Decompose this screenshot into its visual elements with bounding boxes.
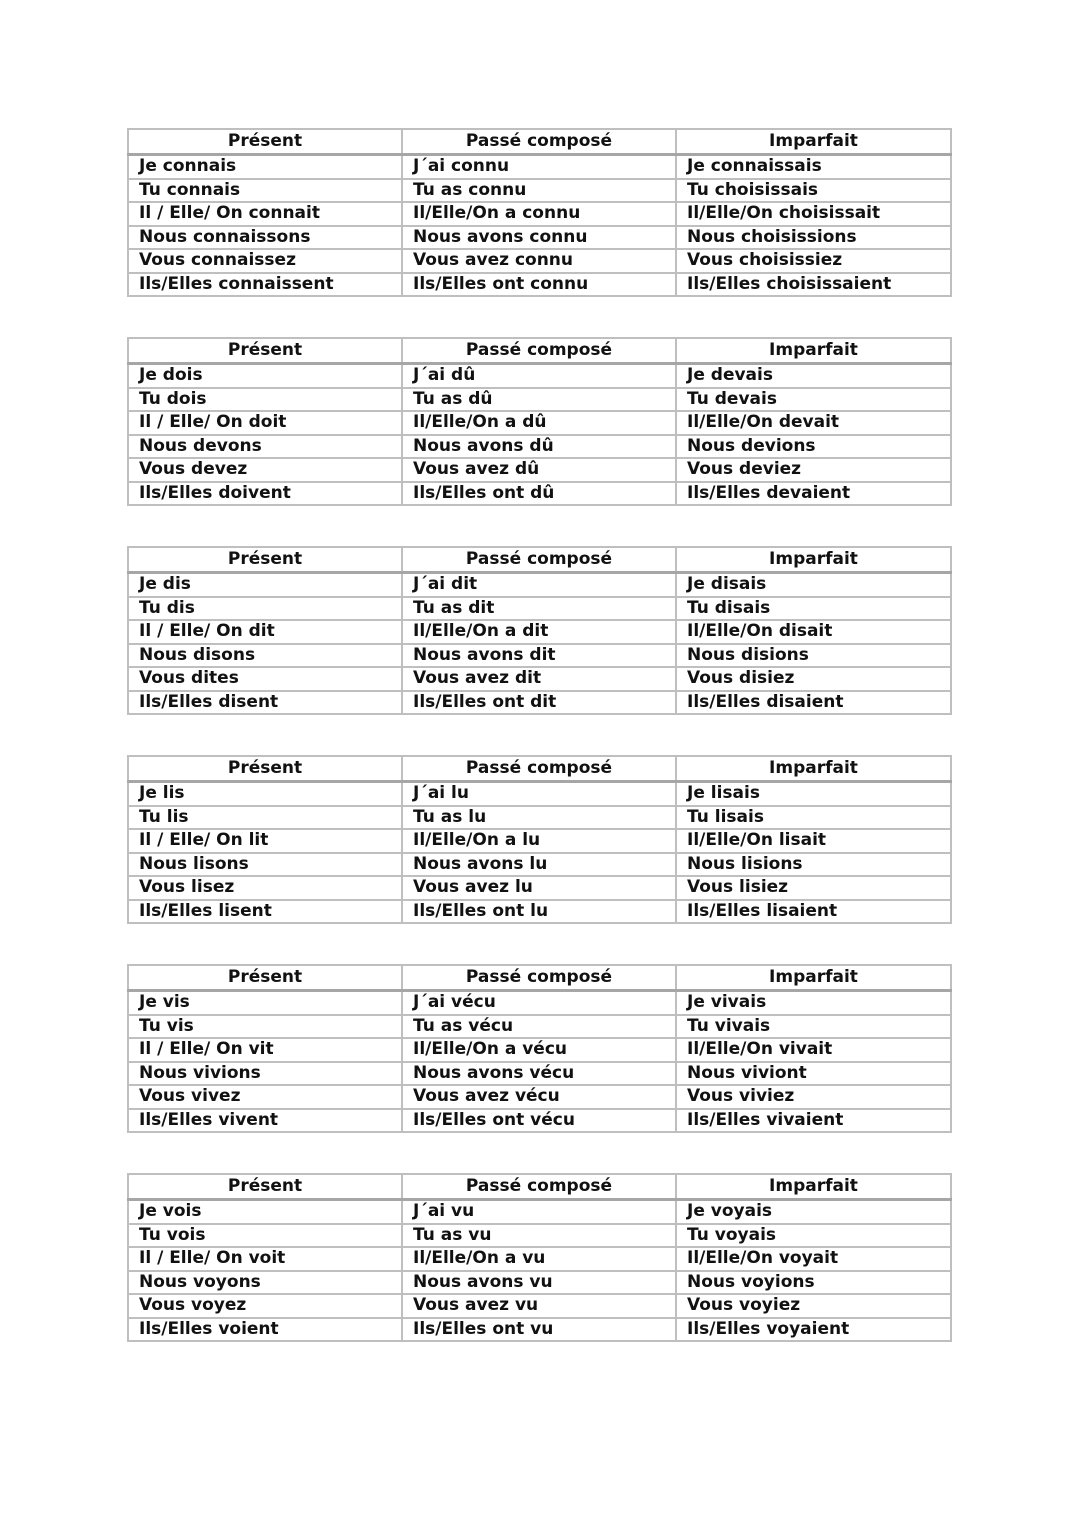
header-imparfait: Imparfait [676, 756, 951, 782]
cell-imparfait: Tu devais [676, 388, 951, 412]
table-row [128, 782, 951, 806]
cell-present: Vous connaissez [128, 249, 402, 273]
cell-present: Nous voyons [128, 1271, 402, 1295]
cell-present: Tu vis [128, 1015, 402, 1039]
table-row [128, 411, 951, 435]
cell-present: Nous devons [128, 435, 402, 459]
table-row [128, 364, 951, 388]
cell-imparfait: Ils/Elles disaient [676, 691, 951, 715]
cell-imparfait: Je disais [676, 573, 951, 597]
conjugation-table [127, 964, 952, 1133]
table-row [128, 1224, 951, 1248]
cell-imparfait: Il/Elle/On devait [676, 411, 951, 435]
table-row [128, 620, 951, 644]
cell-passe-compose: J´ai connu [402, 155, 676, 179]
table-row [128, 991, 951, 1015]
table-row [128, 1271, 951, 1295]
cell-passe-compose: J´ai vu [402, 1200, 676, 1224]
cell-passe-compose: J´ai dû [402, 364, 676, 388]
cell-present: Vous vivez [128, 1085, 402, 1109]
cell-passe-compose: J´ai vécu [402, 991, 676, 1015]
cell-passe-compose: Nous avons vécu [402, 1062, 676, 1086]
cell-passe-compose: Il/Elle/On a dit [402, 620, 676, 644]
cell-present: Vous voyez [128, 1294, 402, 1318]
cell-present: Je lis [128, 782, 402, 806]
table-row [128, 273, 951, 297]
cell-imparfait: Nous viviont [676, 1062, 951, 1086]
cell-imparfait: Je vivais [676, 991, 951, 1015]
header-imparfait: Imparfait [676, 965, 951, 991]
cell-imparfait: Nous choisissions [676, 226, 951, 250]
cell-passe-compose: Il/Elle/On a dû [402, 411, 676, 435]
cell-imparfait: Vous viviez [676, 1085, 951, 1109]
cell-passe-compose: Tu as dit [402, 597, 676, 621]
cell-imparfait: Je voyais [676, 1200, 951, 1224]
header-present: Présent [128, 756, 402, 782]
cell-imparfait: Vous disiez [676, 667, 951, 691]
header-imparfait: Imparfait [676, 547, 951, 573]
cell-present: Ils/Elles doivent [128, 482, 402, 506]
table-row [128, 597, 951, 621]
header-present: Présent [128, 965, 402, 991]
cell-imparfait: Nous devions [676, 435, 951, 459]
cell-present: Il / Elle/ On connait [128, 202, 402, 226]
cell-present: Nous connaissons [128, 226, 402, 250]
cell-present: Je dois [128, 364, 402, 388]
cell-passe-compose: Nous avons dû [402, 435, 676, 459]
cell-imparfait: Tu choisissais [676, 179, 951, 203]
cell-imparfait: Il/Elle/On choisissait [676, 202, 951, 226]
cell-passe-compose: Vous avez vécu [402, 1085, 676, 1109]
cell-imparfait: Ils/Elles lisaient [676, 900, 951, 924]
cell-imparfait: Ils/Elles vivaient [676, 1109, 951, 1133]
cell-imparfait: Nous disions [676, 644, 951, 668]
header-passe-compose: Passé composé [402, 756, 676, 782]
header-present: Présent [128, 129, 402, 155]
table-row [128, 1318, 951, 1342]
table-row [128, 876, 951, 900]
cell-passe-compose: Nous avons vu [402, 1271, 676, 1295]
cell-passe-compose: Vous avez dit [402, 667, 676, 691]
cell-present: Tu dois [128, 388, 402, 412]
cell-passe-compose: Tu as connu [402, 179, 676, 203]
table-row [128, 853, 951, 877]
cell-imparfait: Je lisais [676, 782, 951, 806]
cell-present: Ils/Elles vivent [128, 1109, 402, 1133]
cell-imparfait: Nous voyions [676, 1271, 951, 1295]
cell-present: Ils/Elles connaissent [128, 273, 402, 297]
table-row [128, 644, 951, 668]
cell-imparfait: Tu disais [676, 597, 951, 621]
table-row [128, 667, 951, 691]
table-row [128, 1109, 951, 1133]
cell-present: Ils/Elles lisent [128, 900, 402, 924]
header-imparfait: Imparfait [676, 129, 951, 155]
table-row [128, 202, 951, 226]
table-row [128, 829, 951, 853]
cell-passe-compose: Il/Elle/On a vécu [402, 1038, 676, 1062]
header-passe-compose: Passé composé [402, 338, 676, 364]
table-row [128, 458, 951, 482]
conjugation-table [127, 128, 952, 297]
header-passe-compose: Passé composé [402, 1174, 676, 1200]
cell-passe-compose: Ils/Elles ont connu [402, 273, 676, 297]
cell-present: Tu lis [128, 806, 402, 830]
table-header-row [128, 965, 951, 991]
header-imparfait: Imparfait [676, 338, 951, 364]
cell-passe-compose: Il/Elle/On a connu [402, 202, 676, 226]
cell-passe-compose: Nous avons connu [402, 226, 676, 250]
cell-passe-compose: Nous avons lu [402, 853, 676, 877]
conjugation-table [127, 1173, 952, 1342]
table-row [128, 573, 951, 597]
cell-present: Tu connais [128, 179, 402, 203]
cell-present: Je connais [128, 155, 402, 179]
table-row [128, 482, 951, 506]
cell-present: Je vis [128, 991, 402, 1015]
cell-imparfait: Nous lisions [676, 853, 951, 877]
table-header-row [128, 338, 951, 364]
cell-present: Je vois [128, 1200, 402, 1224]
cell-passe-compose: Ils/Elles ont dû [402, 482, 676, 506]
table-header-row [128, 129, 951, 155]
cell-imparfait: Vous choisissiez [676, 249, 951, 273]
header-passe-compose: Passé composé [402, 965, 676, 991]
table-row [128, 249, 951, 273]
cell-imparfait: Je connaissais [676, 155, 951, 179]
cell-present: Tu dis [128, 597, 402, 621]
cell-passe-compose: Tu as vécu [402, 1015, 676, 1039]
cell-passe-compose: Vous avez lu [402, 876, 676, 900]
cell-passe-compose: Il/Elle/On a lu [402, 829, 676, 853]
cell-present: Vous dites [128, 667, 402, 691]
conjugation-table [127, 755, 952, 924]
cell-present: Il / Elle/ On lit [128, 829, 402, 853]
cell-passe-compose: Vous avez vu [402, 1294, 676, 1318]
cell-present: Il / Elle/ On vit [128, 1038, 402, 1062]
cell-present: Il / Elle/ On dit [128, 620, 402, 644]
table-row [128, 691, 951, 715]
cell-imparfait: Il/Elle/On lisait [676, 829, 951, 853]
table-row [128, 1247, 951, 1271]
cell-imparfait: Ils/Elles choisissaient [676, 273, 951, 297]
table-row [128, 806, 951, 830]
header-imparfait: Imparfait [676, 1174, 951, 1200]
cell-passe-compose: Tu as vu [402, 1224, 676, 1248]
cell-passe-compose: Il/Elle/On a vu [402, 1247, 676, 1271]
cell-present: Ils/Elles voient [128, 1318, 402, 1342]
cell-passe-compose: Nous avons dit [402, 644, 676, 668]
cell-passe-compose: Tu as lu [402, 806, 676, 830]
table-row [128, 1015, 951, 1039]
table-row [128, 435, 951, 459]
table-row [128, 900, 951, 924]
table-header-row [128, 1174, 951, 1200]
header-present: Présent [128, 1174, 402, 1200]
table-row [128, 155, 951, 179]
conjugation-table [127, 337, 952, 506]
cell-imparfait: Vous voyiez [676, 1294, 951, 1318]
cell-present: Je dis [128, 573, 402, 597]
cell-present: Nous vivions [128, 1062, 402, 1086]
table-row [128, 388, 951, 412]
cell-passe-compose: Tu as dû [402, 388, 676, 412]
cell-passe-compose: Ils/Elles ont lu [402, 900, 676, 924]
table-row [128, 179, 951, 203]
cell-passe-compose: Ils/Elles ont vécu [402, 1109, 676, 1133]
conjugation-table [127, 546, 952, 715]
header-passe-compose: Passé composé [402, 547, 676, 573]
cell-passe-compose: Ils/Elles ont dit [402, 691, 676, 715]
table-row [128, 1294, 951, 1318]
cell-passe-compose: J´ai dit [402, 573, 676, 597]
cell-present: Vous devez [128, 458, 402, 482]
cell-imparfait: Vous lisiez [676, 876, 951, 900]
header-passe-compose: Passé composé [402, 129, 676, 155]
cell-present: Vous lisez [128, 876, 402, 900]
cell-imparfait: Ils/Elles devaient [676, 482, 951, 506]
cell-imparfait: Il/Elle/On voyait [676, 1247, 951, 1271]
cell-imparfait: Tu vivais [676, 1015, 951, 1039]
cell-imparfait: Il/Elle/On vivait [676, 1038, 951, 1062]
table-row [128, 1062, 951, 1086]
cell-present: Nous lisons [128, 853, 402, 877]
cell-present: Nous disons [128, 644, 402, 668]
cell-present: Ils/Elles disent [128, 691, 402, 715]
cell-present: Il / Elle/ On voit [128, 1247, 402, 1271]
header-present: Présent [128, 547, 402, 573]
cell-passe-compose: Ils/Elles ont vu [402, 1318, 676, 1342]
table-row [128, 1038, 951, 1062]
table-header-row [128, 756, 951, 782]
cell-imparfait: Ils/Elles voyaient [676, 1318, 951, 1342]
cell-present: Il / Elle/ On doit [128, 411, 402, 435]
conjugation-tables [127, 128, 950, 1382]
cell-passe-compose: Vous avez connu [402, 249, 676, 273]
table-row [128, 226, 951, 250]
cell-present: Tu vois [128, 1224, 402, 1248]
cell-imparfait: Vous deviez [676, 458, 951, 482]
cell-passe-compose: J´ai lu [402, 782, 676, 806]
table-header-row [128, 547, 951, 573]
header-present: Présent [128, 338, 402, 364]
table-row [128, 1200, 951, 1224]
table-row [128, 1085, 951, 1109]
cell-imparfait: Il/Elle/On disait [676, 620, 951, 644]
cell-passe-compose: Vous avez dû [402, 458, 676, 482]
cell-imparfait: Tu lisais [676, 806, 951, 830]
cell-imparfait: Tu voyais [676, 1224, 951, 1248]
cell-imparfait: Je devais [676, 364, 951, 388]
